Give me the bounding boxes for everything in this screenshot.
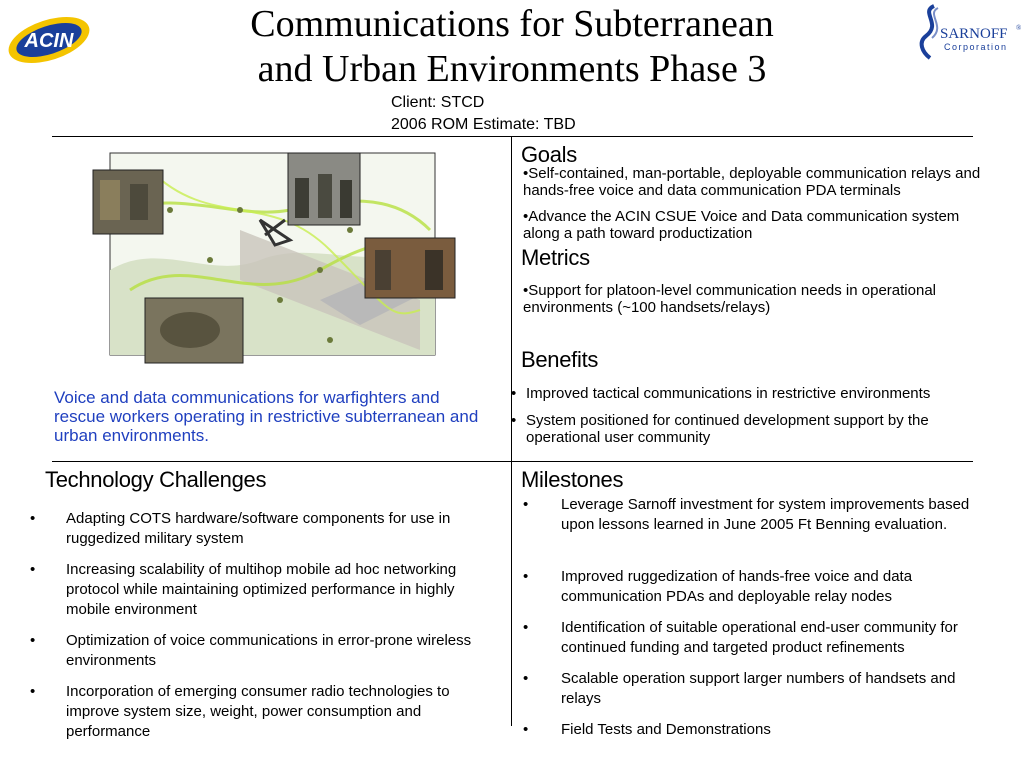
milestone-bullet-4: • — [523, 670, 529, 687]
middle-divider — [52, 461, 973, 462]
client-label: Client: STCD — [391, 94, 485, 111]
title-line-2: and Urban Environments Phase 3 — [257, 48, 767, 90]
vertical-divider — [511, 136, 512, 726]
milestone-item-4: Scalable operation support larger numbers of handsets and relays — [561, 670, 956, 707]
sarnoff-logo-text: SARNOFF — [940, 26, 1008, 42]
tech-bullet-1: • — [30, 510, 36, 527]
tech-item-1: Adapting COTS hardware/software components for use in ruggedized military system — [66, 510, 451, 547]
tech-item-3: Optimization of voice communications in error-prone wireless environments — [66, 632, 472, 669]
tech-bullet-4: • — [30, 683, 36, 700]
milestone-item-1: Leverage Sarnoff investment for system improvements based upon lessons learned in June 2005 Ft Benning evaluation. — [561, 496, 970, 533]
milestone-item-3: Identification of suitable operational end-user community for continued funding and targeted product refinements — [561, 619, 958, 656]
goals-item-2: •Advance the ACIN CSUE Voice and Data communication system along a path toward productization — [523, 208, 960, 242]
milestone-item-5: Field Tests and Demonstrations — [561, 721, 771, 738]
benefits-bullet-1: • — [511, 385, 517, 402]
sarnoff-logo-subtext: Corporation — [944, 42, 1008, 52]
acin-logo — [4, 12, 94, 66]
rom-estimate: 2006 ROM Estimate: TBD — [391, 116, 576, 133]
sarnoff-logo — [912, 2, 1022, 62]
tech-item-4: Incorporation of emerging consumer radio technologies to improve system size, weight, power consumption and performance — [66, 683, 450, 740]
goals-item-1: •Self-contained, man-portable, deployable communication relays and hands-free voice and data communication PDA terminals — [523, 165, 981, 199]
illustration-caption: Voice and data communications for warfighters and rescue workers operating in restrictive subterranean and urban environments. — [54, 388, 479, 445]
top-divider — [52, 136, 973, 137]
tech-bullet-2: • — [30, 561, 36, 578]
tech-challenges-heading: Technology Challenges — [45, 467, 267, 492]
milestone-bullet-5: • — [523, 721, 529, 738]
tech-bullet-3: • — [30, 632, 36, 649]
metrics-heading: Metrics — [521, 245, 590, 270]
title-line-1: Communications for Subterranean — [250, 3, 774, 45]
milestone-item-2: Improved ruggedization of hands-free voice and data communication PDAs and deployable relay nodes — [561, 568, 913, 605]
goals-heading: Goals — [521, 142, 577, 167]
page-title — [160, 2, 864, 92]
network-illustration — [90, 150, 460, 368]
milestones-heading: Milestones — [521, 467, 624, 492]
benefits-heading: Benefits — [521, 347, 599, 372]
acin-logo-text: ACIN — [24, 30, 74, 52]
tech-item-2: Increasing scalability of multihop mobile ad hoc networking protocol while maintaining optimized performance in highly mobile environment — [66, 561, 457, 618]
benefits-item-1: Improved tactical communications in restrictive environments — [526, 385, 931, 402]
benefits-item-2: System positioned for continued development support by the operational user community — [526, 412, 929, 446]
benefits-bullet-2: • — [511, 412, 517, 429]
metrics-item-1: •Support for platoon-level communication needs in operational environments (~100 handsets/relays) — [523, 282, 936, 316]
client-info — [391, 92, 576, 136]
milestone-bullet-1: • — [523, 496, 529, 513]
sarnoff-logo-mark: ® — [1016, 24, 1022, 32]
milestone-bullet-2: • — [523, 568, 529, 585]
milestone-bullet-3: • — [523, 619, 529, 636]
